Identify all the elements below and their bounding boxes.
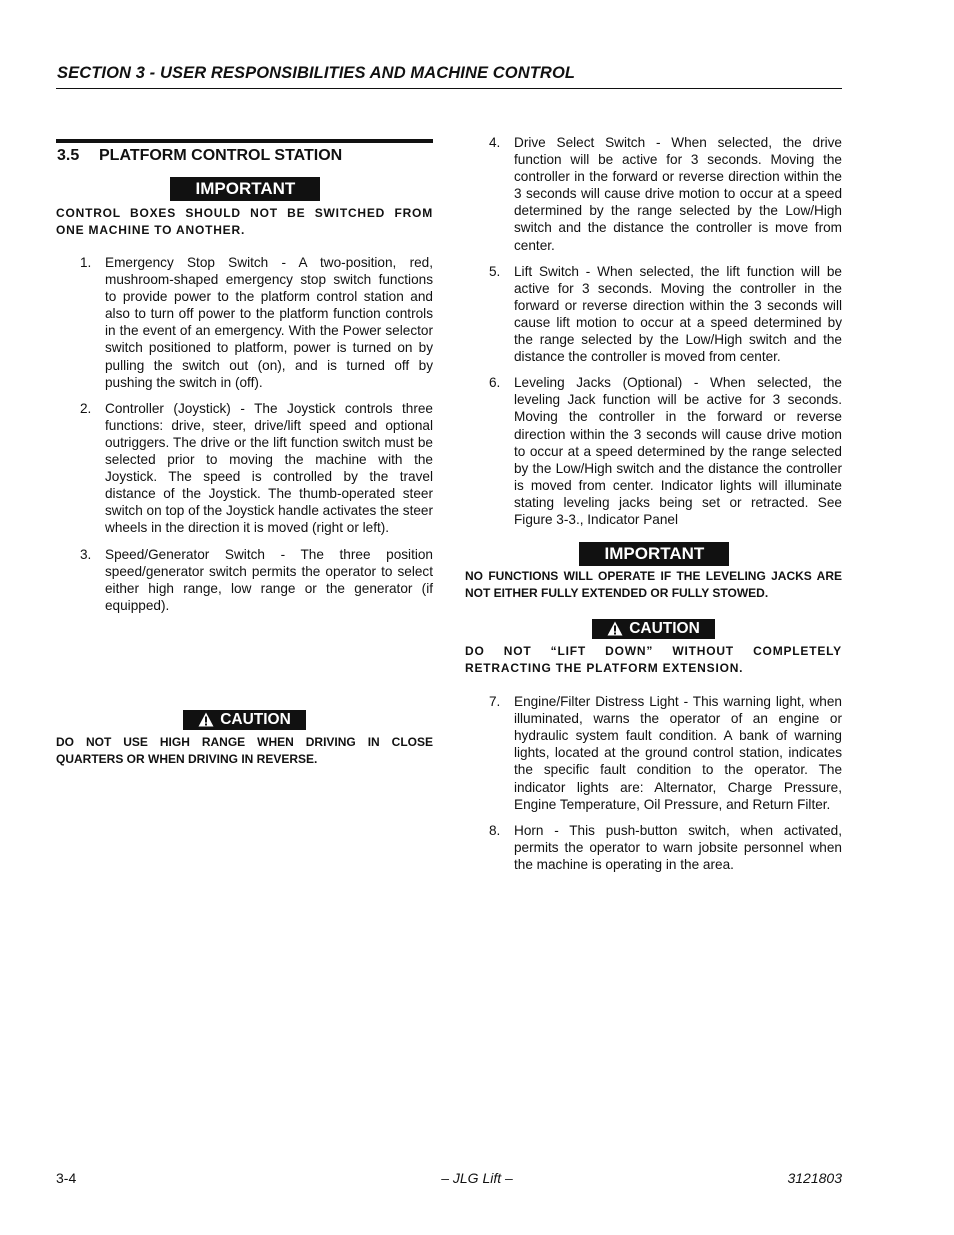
item-number: 4. [489,135,501,150]
right-column [465,134,842,882]
item-number: 7. [489,694,501,710]
section-number: 3.5 [57,147,80,164]
caution-notice-1 [56,710,433,730]
caution-label: CAUTION [629,620,700,638]
item-text: Emergency Stop Switch - A two-position, red, mushroom-shaped emergency stop switch functions to provide power to the platform control station and also to turn off power to the platform function controls in the event of an emergency. With the Power selector switch positioned to platform, power is turned on by pulling the switch out (on), and is turned off by pushing the switch in (off). [105,255,433,390]
item-number: 6. [489,375,501,391]
item-number: 8. [489,822,501,838]
important-text-1: CONTROL BOXES SHOULD NOT BE SWITCHED FROM ONE MACHINE TO ANOTHER. [56,206,433,237]
list-item [465,134,842,254]
list-item [465,374,842,528]
list-item [465,822,842,873]
important-text-2: NO FUNCTIONS WILL OPERATE IF THE LEVELING JACKS ARE NOT EITHER FULLY EXTENDED OR FULLY STOWED. [465,569,842,601]
important-notice-2 [465,542,842,566]
item-number: 2. [80,400,92,416]
item-text: Horn - This push-button switch, when activated, permits the operator to warn jobsite personnel when the machine is operating in the area. [514,822,842,872]
warning-triangle-icon [198,712,214,727]
page-number: 3-4 [56,1170,77,1186]
section-heading [57,147,433,165]
important-badge: IMPORTANT [170,177,320,201]
important-notice-1 [56,177,433,201]
right-item-list-a [465,134,842,528]
item-text: Lift Switch - When selected, the lift function will be active for 3 seconds. Moving the controller in the forward or reverse direction within the 3 seconds will cause lift motion to occur at a speed determined by the range selected by the Low/High switch and the distance the controller is moved from center. [514,263,842,365]
item-text: Drive Select Switch - When selected, the drive function will be active for 3 seconds. Moving the controller in the forward or reverse direction within the 3 seconds will cause drive motion to occur at a speed determined by the range selected by the Low/High switch and the distance the controller is move from center. [514,135,842,253]
footer-brand: – JLG Lift – [441,1170,513,1186]
list-item [56,254,433,391]
caution-notice-2 [465,619,842,639]
caution-badge [592,619,715,639]
item-number: 1. [80,255,92,270]
caution-text-2: DO NOT “LIFT DOWN” WITHOUT COMPLETELY RETRACTING THE PLATFORM EXTENSION. [465,644,842,676]
right-item-list-b [465,693,842,873]
item-text: Speed/Generator Switch - The three position speed/generator switch permits the operator to select either high range, low range or the generator (if equipped). [105,546,433,613]
list-item [56,400,433,537]
item-text: Controller (Joystick) - The Joystick controls three functions: drive, steer, drive/lift speed and optional outriggers. The drive or the lift function switch must be selected prior to moving the machine with the Joystick. The speed is controlled by the travel distance of the Joystick. The thumb-operated steer switch on top of the Joystick handle activates the steer wheels in the direction it is moved (right or left). [105,400,433,536]
caution-text-1: DO NOT USE HIGH RANGE WHEN DRIVING IN CLOSE QUARTERS OR WHEN DRIVING IN REVERSE. [56,734,433,766]
document-number: 3121803 [787,1170,842,1186]
list-item [56,546,433,614]
header-divider [56,88,842,89]
item-text: Leveling Jacks (Optional) - When selected, the leveling Jack function will be active for 3 seconds. Moving the controller in the forward or reverse direction within the 3 seconds will cause drive motion to occur at a speed determined by the range selected by the Low/High switch and the distance the controller is moved from center. Indicator lights will illuminate stating leveling jacks being set or retracted. See Figure 3-3., Indicator Panel [514,375,842,527]
section-header-title: SECTION 3 - USER RESPONSIBILITIES AND MACHINE CONTROL [57,64,576,82]
item-text: Engine/Filter Distress Light - This warning light, when illuminated, warns the operator of an engine or hydraulic system fault condition. A bank of warning lights, located at the ground control station, indicates the specific fault condition to the operator. The indicator lights are: Alternator, Charge Pressure, Engine Temperature, Oil Pressure, and Return Filter. [514,694,842,812]
warning-triangle-icon [607,621,623,636]
section-divider [56,139,433,143]
list-item [465,693,842,813]
item-number: 3. [80,546,92,562]
important-badge: IMPORTANT [579,542,729,566]
caution-badge [183,710,306,730]
left-item-list [56,254,433,614]
section-title: PLATFORM CONTROL STATION [99,147,343,164]
caution-label: CAUTION [220,710,291,728]
item-number: 5. [489,263,501,279]
left-column [56,139,433,768]
list-item [465,263,842,366]
